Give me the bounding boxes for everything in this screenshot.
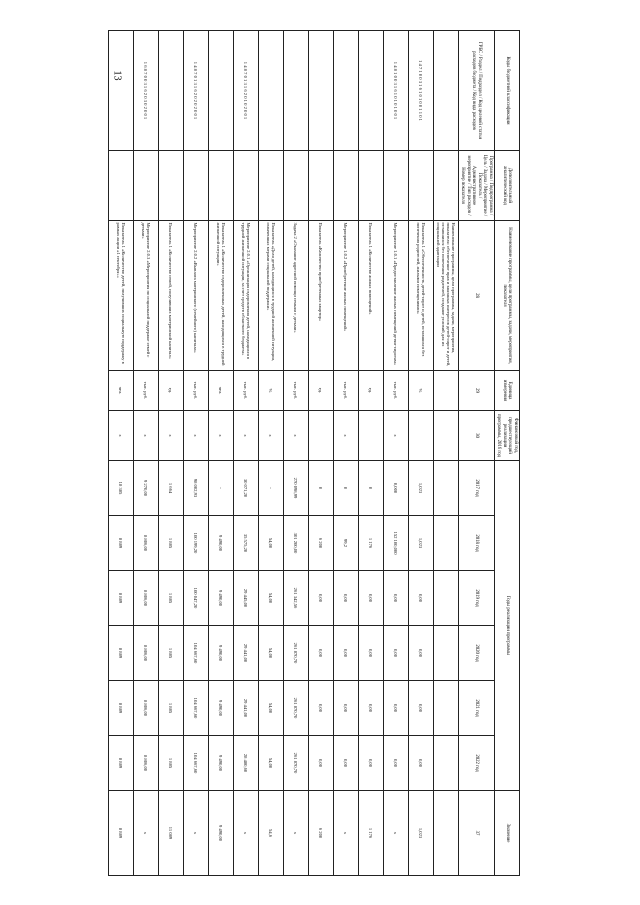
col-num-30: 30 — [458, 411, 494, 461]
year-2018-cell: 99,2 — [333, 516, 358, 571]
year-2020-cell: 54,00 — [258, 626, 283, 681]
col-num-37: 37 — [458, 791, 494, 876]
unit-cell — [433, 371, 458, 411]
year-2019-cell: 100 047,20 — [183, 571, 208, 626]
table-row — [408, 31, 433, 876]
fin-year-cell: х — [258, 411, 283, 461]
year-2021-cell: 8 806,00 — [133, 681, 158, 736]
table-row — [333, 31, 358, 876]
value-cell: 1,023 — [408, 791, 433, 876]
year-2019-cell: 0,00 — [308, 571, 333, 626]
indicator-cell: Показатель 1 «Обеспеченность детей-сирот и детей, оставшихся без попечения родителей, жилыми помещениями» — [408, 221, 433, 371]
year-2018-cell: 1,023 — [408, 516, 433, 571]
add-code-cell — [408, 151, 433, 221]
year-2018-cell: 8 889 — [108, 516, 133, 571]
year-2018-cell: 9 490,00 — [208, 516, 233, 571]
year-2020-cell: 1 885 — [158, 626, 183, 681]
year-2018-cell: 54,00 — [258, 516, 283, 571]
add-code-cell — [308, 151, 333, 221]
year-2018-cell: 6 200 — [308, 516, 333, 571]
indicator-cell: Показатель 1 «Количество детей, получивших социальную поддержку в рамках акции «1 сентября»» — [108, 221, 133, 371]
value-cell: х — [133, 791, 158, 876]
kbk-codes-cell — [108, 31, 133, 151]
kbk-codes-cell — [208, 31, 233, 151]
year-2017-cell: 0 — [308, 461, 333, 516]
value-cell: х — [233, 791, 258, 876]
kbk-header: Коды бюджетной классификации — [494, 31, 519, 151]
unit-cell: ед. — [308, 371, 333, 411]
kbk-codes-cell: 1 4 8 7 0 1 3 1 6 2 0 2 0 2 0 0 1 — [183, 31, 208, 151]
unit-cell: ед. — [358, 371, 383, 411]
unit-cell: тыс. руб. — [283, 371, 308, 411]
add-code-cell — [133, 151, 158, 221]
kbk-codes-cell: 1 4 8 1 0 0 3 1 6 1 0 1 0 1 0 0 1 — [383, 31, 408, 151]
year-2020-cell: 0,00 — [333, 626, 358, 681]
sub-header-kbk: ГРБС / Раздел / Подраздел / Код целевой статьи расходов бюджета / Код вида расходов — [458, 31, 494, 151]
year-2021-cell: 29 441,00 — [233, 681, 258, 736]
indicator-cell: Мероприятие 1.0.1 «Предоставление жилых помещений детям-сиротам» — [383, 221, 408, 371]
year-2019-cell: 0,00 — [383, 571, 408, 626]
year-2022-cell: 0,00 — [333, 736, 358, 791]
kbk-codes-cell: 1 4 7 1 0 0 3 1 6 1 0 1 0 0 1 1 0 1 — [408, 31, 433, 151]
add-code-cell — [358, 151, 383, 221]
year-2018-cell: 301 200,00 — [283, 516, 308, 571]
table-row — [358, 31, 383, 876]
year-2020: 2020 год — [458, 626, 494, 681]
year-2017-cell: 1,023 — [408, 461, 433, 516]
table-row — [133, 31, 158, 876]
table-row — [308, 31, 333, 876]
value-cell: 9 490,00 — [208, 791, 233, 876]
indicator-cell: Показатель 1 «Количество жилых помещений» — [358, 221, 383, 371]
year-2022-cell: 28 480,60 — [233, 736, 258, 791]
year-2022-cell: 1 885 — [158, 736, 183, 791]
year-2019-cell: 0,00 — [333, 571, 358, 626]
unit-cell: тыс. руб. — [333, 371, 358, 411]
year-2017-cell: - — [208, 461, 233, 516]
table-row — [258, 31, 283, 876]
year-2020-cell: 0,00 — [383, 626, 408, 681]
year-2018-cell: 1 176 — [358, 516, 383, 571]
unit-header: Единица измерения — [494, 371, 519, 411]
add-code-cell — [433, 151, 458, 221]
year-2021-cell: 0,00 — [308, 681, 333, 736]
year-2022-cell: 104 667,60 — [183, 736, 208, 791]
fin-year-cell — [308, 411, 333, 461]
year-2017-cell: - — [258, 461, 283, 516]
indicator-cell: Задача 2 «Оказание адресной помощи семьям с детьми» — [283, 221, 308, 371]
year-2022-cell: 54,00 — [258, 736, 283, 791]
add-code-cell — [383, 151, 408, 221]
add-code-cell — [258, 151, 283, 221]
year-2021-cell: 8 889 — [108, 681, 133, 736]
year-2018: 2018 год — [458, 516, 494, 571]
col-num-29: 29 — [458, 371, 494, 411]
indicator-cell: Показатель «Доля детей, находящихся в трудной жизненной ситуации, охваченных мерами социальной поддержки» — [258, 221, 283, 371]
kbk-codes-cell: 1 6 8 7 0 0 3 1 6 2 0 3 0 2 0 0 1 — [133, 31, 158, 151]
year-2019-cell: 0,00 — [358, 571, 383, 626]
year-2020-cell: 261 870,70 — [283, 626, 308, 681]
year-2021-cell: 0,00 — [358, 681, 383, 736]
unit-cell: % — [258, 371, 283, 411]
year-2020-cell: 8 889 — [108, 626, 133, 681]
year-2019: 2019 год — [458, 571, 494, 626]
year-2018-cell: 8 806,00 — [133, 516, 158, 571]
col-num-28: 28 — [458, 221, 494, 371]
year-2022-cell: 9 490,00 — [208, 736, 233, 791]
value-cell: х — [183, 791, 208, 876]
kbk-codes-cell — [283, 31, 308, 151]
unit-cell: ед. — [158, 371, 183, 411]
year-2021-cell: 54,00 — [258, 681, 283, 736]
year-2021-cell: 261 870,70 — [283, 681, 308, 736]
add-code-cell — [108, 151, 133, 221]
table-row — [108, 31, 133, 876]
kbk-codes-cell — [308, 31, 333, 151]
years-header: Годы реализации программы — [494, 461, 519, 791]
year-2020-cell: 0,00 — [358, 626, 383, 681]
year-2017-cell: 18 385 — [108, 461, 133, 516]
value-cell: 8 889 — [108, 791, 133, 876]
indicator-cell: Мероприятие 2.0.1 «Организация оздоровления детей, находящихся в трудной жизненной ситуации, за счет средств областного бюджета» — [233, 221, 258, 371]
year-2022-cell — [433, 736, 458, 791]
year-2022-cell: 261 870,70 — [283, 736, 308, 791]
sub-header-add: Программа / Подпрограмма / Цель / Задача / Мероприятие / Показатель / Административное мероприятие / Тип расходов / Номер показателя — [458, 151, 494, 221]
indicator-cell: Мероприятие 2.0.3 «Мероприятия по социальной поддержке семей с детьми» — [133, 221, 158, 371]
indicator-cell: Показатель 1 «Количество семей, получивших материнский капитал» — [158, 221, 183, 371]
year-2017-cell: 1 664 — [158, 461, 183, 516]
add-code-cell — [333, 151, 358, 221]
indicator-cell: Показатель «Количество приобретенных квартир» — [308, 221, 333, 371]
year-2018-cell: 1 885 — [158, 516, 183, 571]
table-row — [283, 31, 308, 876]
year-2019-cell: 29 445,00 — [233, 571, 258, 626]
unit-cell: чел. — [108, 371, 133, 411]
year-2020-cell: 9 490,00 — [208, 626, 233, 681]
indicator-cell: Наименование программы, цели программы, задачи, мероприятия, показателя: обеспечение прав и законных интересов детей-сирот и детей, оставшихся без попечения родителей, создание условий для их социальной адаптации — [433, 221, 458, 371]
year-2017-cell: 0 — [358, 461, 383, 516]
kbk-codes-cell — [433, 31, 458, 151]
kbk-codes-cell — [358, 31, 383, 151]
year-2022-cell: 8 889 — [108, 736, 133, 791]
year-2020-cell: 104 667,60 — [183, 626, 208, 681]
rotated-table-wrapper — [115, 30, 520, 875]
year-2017-cell: 0 — [333, 461, 358, 516]
year-2021-cell: 1 885 — [158, 681, 183, 736]
kbk-codes-cell — [333, 31, 358, 151]
year-2017-cell — [433, 461, 458, 516]
value-cell: 6 200 — [308, 791, 333, 876]
fin-year-cell: х — [158, 411, 183, 461]
year-2020-cell: 0,00 — [308, 626, 333, 681]
year-2018-cell: 152 100,000 — [383, 516, 408, 571]
year-2017-cell: 270 098,99 — [283, 461, 308, 516]
table-row — [183, 31, 208, 876]
add-code-header: Дополнительный аналитический код — [494, 151, 519, 221]
year-2018-cell: 35 575,20 — [233, 516, 258, 571]
kbk-codes-cell — [258, 31, 283, 151]
indicator-cell: Мероприятие 2.0.2 «Выплата материнского (семейного) капитала» — [183, 221, 208, 371]
table-row — [208, 31, 233, 876]
year-2020-cell: 29 441,00 — [233, 626, 258, 681]
year-2021-cell: 0,00 — [383, 681, 408, 736]
fin-year-cell: х — [383, 411, 408, 461]
unit-cell: чел. — [208, 371, 233, 411]
indicator-cell: Мероприятие 1.0.2 «Приобретение жилых помещений» — [333, 221, 358, 371]
year-2019-cell: 8 806,00 — [133, 571, 158, 626]
table-row — [233, 31, 258, 876]
year-2021-cell: 9 490,00 — [208, 681, 233, 736]
table-row — [158, 31, 183, 876]
fin-year-cell: х — [333, 411, 358, 461]
year-2019-cell: 1 885 — [158, 571, 183, 626]
fin-year-cell: х — [108, 411, 133, 461]
year-2021-cell — [433, 681, 458, 736]
value-cell: х — [283, 791, 308, 876]
year-2019-cell — [433, 571, 458, 626]
add-code-cell — [158, 151, 183, 221]
year-2020-cell: 8 806,00 — [133, 626, 158, 681]
kbk-codes-cell: 1 4 8 7 0 1 3 1 6 2 0 1 0 2 0 0 1 — [233, 31, 258, 151]
value-header: Значение — [494, 791, 519, 876]
year-2022: 2022 год — [458, 736, 494, 791]
year-2017-cell: 30 071,20 — [233, 461, 258, 516]
year-2022-cell: 0,00 — [383, 736, 408, 791]
year-2017: 2017 год — [458, 461, 494, 516]
indicator-cell: Показатель 1 «Количество оздоровленных детей, находящихся в трудной жизненной ситуации» — [208, 221, 233, 371]
fin-year-cell — [408, 411, 433, 461]
add-code-cell — [183, 151, 208, 221]
year-2022-cell: 8 806,00 — [133, 736, 158, 791]
table-row — [383, 31, 408, 876]
year-2019-cell: 54,00 — [258, 571, 283, 626]
year-2021-cell: 104 667,60 — [183, 681, 208, 736]
unit-cell: тыс. руб. — [233, 371, 258, 411]
value-cell: х — [383, 791, 408, 876]
value-cell: 11 089 — [158, 791, 183, 876]
year-2022-cell: 0,00 — [408, 736, 433, 791]
year-2017-cell: 9 270,00 — [133, 461, 158, 516]
value-cell: 1 176 — [358, 791, 383, 876]
year-2019-cell: 0,00 — [408, 571, 433, 626]
fin-year-cell: х — [233, 411, 258, 461]
document-sheet — [115, 30, 520, 875]
fin-year-header: Финансовый год, предшествующий реализации программы, 2016 год — [494, 411, 519, 461]
year-2021: 2021 год — [458, 681, 494, 736]
year-2022-cell: 0,00 — [308, 736, 333, 791]
unit-cell: тыс. руб. — [133, 371, 158, 411]
year-2018-cell: 100 199,20 — [183, 516, 208, 571]
fin-year-cell: х — [208, 411, 233, 461]
fin-year-cell: х — [133, 411, 158, 461]
program-table — [108, 30, 520, 876]
add-code-cell — [208, 151, 233, 221]
year-2021-cell: 0,00 — [408, 681, 433, 736]
year-2018-cell — [433, 516, 458, 571]
kbk-codes-cell — [158, 31, 183, 151]
table-row — [433, 31, 458, 876]
year-2021-cell: 0,00 — [333, 681, 358, 736]
value-cell — [433, 791, 458, 876]
year-2022-cell: 0,00 — [358, 736, 383, 791]
year-2017-cell: 98 002,93 — [183, 461, 208, 516]
year-2019-cell: 9 490,00 — [208, 571, 233, 626]
year-2017-cell: 0,000 — [383, 461, 408, 516]
year-2019-cell: 8 889 — [108, 571, 133, 626]
year-2020-cell — [433, 626, 458, 681]
value-cell: 54,6 — [258, 791, 283, 876]
add-code-cell — [283, 151, 308, 221]
unit-cell: тыс. руб. — [183, 371, 208, 411]
fin-year-cell — [358, 411, 383, 461]
year-2019-cell: 261 342,56 — [283, 571, 308, 626]
add-code-cell — [233, 151, 258, 221]
fin-year-cell: х — [183, 411, 208, 461]
fin-year-cell — [433, 411, 458, 461]
indicator-header: Наименование программы, цели программы, задачи, мероприятия, показателя — [494, 221, 519, 371]
value-cell: х — [333, 791, 358, 876]
unit-cell: тыс. руб. — [383, 371, 408, 411]
unit-cell: % — [408, 371, 433, 411]
year-2020-cell: 0,00 — [408, 626, 433, 681]
fin-year-cell: х — [283, 411, 308, 461]
page-number: 13 — [111, 70, 123, 81]
